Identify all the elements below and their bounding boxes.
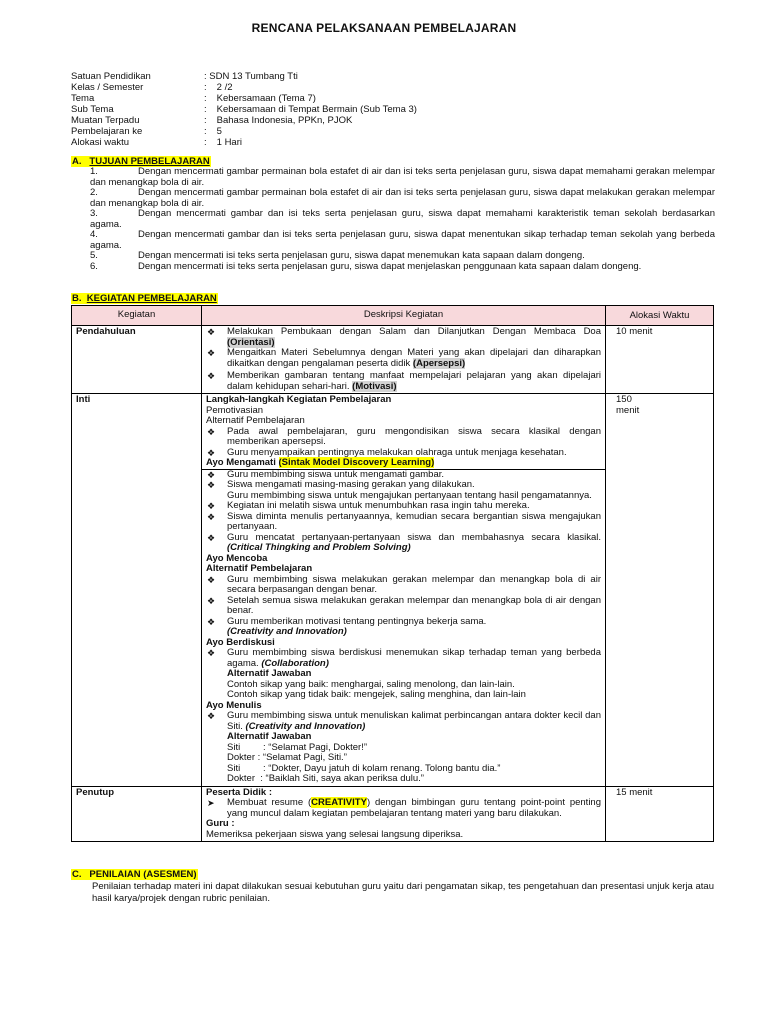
identity-row: Muatan Terpadu : Bahasa Indonesia, PPKn, PJOK [71, 115, 353, 126]
diamond-bullet-icon: ❖ [207, 595, 216, 606]
assessment-paragraph: Penilaian terhadap materi ini dapat dilakukan sesuai kebutuhan guru yaitu dari pengamatan sikap, tes pengetahuan dan presentasi unjuk kerja atau hasil karya/projek dengan rubric penilaian. [92, 881, 714, 904]
phase-time: 150 menit [606, 394, 714, 787]
phase-description: Langkah-langkah Kegiatan Pembelajaran Pemotivasian Alternatif Pembelajaran ❖ Pada awal pembelajaran, guru mengondisikan siswa secara klasikal dengan memberikan apersepsi. ❖ Guru menyampaikan pentingnya melakukan olahraga untuk menjaga kesehatan. Ayo Mengamati (Sintak Model Discovery Learning) ❖ Guru membimbing siswa untuk mengamati gambar. ❖ Siswa mengamati masing-masing gerakan yang dilakukan. Guru membimbing siswa untuk mengajukan pertanyaan tentang hasil pengamatannya. ❖ Kegiatan ini melatih siswa untuk menumbuhkan rasa ingin tahu mereka. ❖ Siswa diminta menulis pertanyaannya, kemudian secara bergantian siswa mengajukan pertanyaan. ❖ Guru mencatat pertanyaan-pertanyaan siswa dan membahasnya secara klasikal. (Critical Thingking and Problem Solving) Ayo Mencoba Alternatif Pembelajaran ❖ Guru membimbing siswa melakukan gerakan melempar dan menangkap bola di air secara berpasangan dengan benar. ❖ Setelah semua siswa melakukan gerakan melempar dan menangkap bola di air dengan benar. ❖ Guru memberikan motivasi tentang pentingnya bekerja sama. (Creativity and Innovation) Ayo Berdiskusi ❖ Guru membimbing siswa berdiskusi menemukan sikap terhadap teman yang berbeda agama. (Collaboration) Alternatif Jawaban Contoh sikap yang baik: menghargai, saling menolong, dan lain-lain. Contoh sikap yang tidak baik: mengejek, saling menghina, dan lain-lain Ayo Menulis ❖ Guru membimbing siswa untuk menuliskan kalimat perbincangan antara dokter kecil dan Siti. (Creativity and Innovation) Alternatif Jawaban Siti : “Selamat Pagi, Dokter!” Dokter : “Selamat Pagi, Siti.” Siti : “Dokter, Dayu jatuh di kolam renang. Tolong bantu dia.” Dokter : “Baiklah Siti, saya akan periksa dulu.” [202, 394, 606, 787]
diamond-bullet-icon: ❖ [207, 574, 216, 585]
list-item: ❖ Pada awal pembelajaran, guru mengondisikan siswa secara klasikal dengan memberikan apersepsi. [207, 425, 601, 447]
objective-item: 2. Dengan mencermati gambar permainan bola estafet di air dan isi teks serta penjelasan guru, siswa dapat melakukan gerakan melempar dan menangkap bola di air. [90, 187, 715, 209]
diamond-bullet-icon: ❖ [207, 616, 216, 627]
phase-description [202, 326, 606, 394]
diamond-bullet-icon: ❖ [207, 348, 216, 358]
objective-item: 5. Dengan mencermati isi teks serta penjelasan guru, siswa dapat menemukan kata sapaan dalam dongeng. [90, 250, 585, 261]
arrow-bullet-icon: ➤ [207, 798, 215, 808]
page-title: RENCANA PELAKSANAAN PEMBELAJARAN [251, 21, 517, 35]
table-header-row [72, 306, 714, 326]
phase-label: Inti [72, 394, 202, 787]
list-item: ❖ Setelah semua siswa melakukan gerakan melempar dan menangkap bola di air dengan benar. [207, 594, 601, 616]
phase-time: 15 menit [606, 786, 714, 842]
objective-item: 1. Dengan mencermati gambar permainan bola estafet di air dan isi teks serta penjelasan guru, siswa dapat memahami gerakan melempar dan menangkap bola di air. [90, 166, 715, 188]
header-deskripsi: Deskripsi Kegiatan [202, 306, 606, 326]
diamond-bullet-icon: ❖ [207, 511, 216, 522]
diamond-bullet-icon: ❖ [207, 426, 216, 437]
phase-description: Peserta Didik : ➤ Membuat resume (CREATIVITY) dengan bimbingan guru tentang point-point penting yang muncul dalam kegiatan pembelajaran tentang materi yang baru dilakukan. Guru : Memeriksa pekerjaan siswa yang selesai langsung diperiksa. [202, 786, 606, 842]
list-item: ❖ Siswa mengamati masing-masing gerakan yang dilakukan. [207, 479, 475, 490]
list-item: ❖ Guru membimbing siswa untuk menuliskan kalimat perbincangan antara dokter kecil dan Siti. (Creativity and Innovation) [207, 710, 601, 732]
identity-row: Alokasi waktu : 1 Hari [71, 137, 242, 148]
identity-row: Sub Tema : Kebersamaan di Tempat Bermain (Sub Tema 3) [71, 104, 417, 115]
diamond-bullet-icon: ❖ [207, 480, 216, 490]
dialog-line: Dokter : “Baiklah Siti, saya akan periksa dulu.” [227, 773, 424, 784]
list-item: ❖ Guru membimbing siswa berdiskusi menemukan sikap terhadap teman yang berbeda agama. (Collaboration) [207, 647, 601, 669]
list-item: ❖ Memberikan gambaran tentang manfaat mempelajari pelajaran yang akan dipelajari dalam kehidupan sehari-hari. (Motivasi) [207, 370, 601, 392]
list-item: ❖ Melakukan Pembukaan dengan Salam dan Dilanjutkan Dengan Membaca Doa (Orientasi) [207, 326, 601, 348]
table-row-penutup [72, 786, 714, 842]
dialog-line: Siti : “Selamat Pagi, Dokter!” [227, 741, 368, 753]
diamond-bullet-icon: ❖ [207, 327, 216, 337]
objective-item: 4. Dengan mencermati gambar dan isi teks serta penjelasan guru, siswa dapat menentukan sikap terhadap teman sekolah yang berbeda agama. [90, 229, 715, 251]
diamond-bullet-icon: ❖ [207, 711, 216, 721]
phase-time: 10 menit [606, 326, 714, 394]
header-alokasi: Alokasi Waktu [606, 306, 714, 326]
objective-item: 3. Dengan mencermati gambar dan isi teks serta penjelasan guru, siswa dapat memahami karakteristik teman sekolah berdasarkan agama. [90, 208, 715, 230]
diamond-bullet-icon: ❖ [207, 532, 216, 543]
diamond-bullet-icon: ❖ [207, 447, 216, 458]
activities-table [71, 305, 714, 842]
diamond-bullet-icon: ❖ [207, 469, 216, 480]
diamond-bullet-icon: ❖ [207, 501, 216, 511]
section-b-heading: B. KEGIATAN PEMBELAJARAN [72, 293, 217, 304]
list-item: ❖ Kegiatan ini melatih siswa untuk menumbuhkan rasa ingin tahu mereka. [207, 500, 530, 511]
phase-label: Pendahuluan [72, 326, 202, 394]
list-item: ❖ Siswa diminta menulis pertanyaannya, kemudian secara bergantian siswa mengajukan pertanyaan. [207, 510, 601, 532]
list-item: ❖ Mengaitkan Materi Sebelumnya dengan Materi yang akan dipelajari dan diharapkan dikaitkan dengan pengalaman peserta didik (Apersepsi) [207, 347, 601, 369]
section-a-heading: A. TUJUAN PEMBELAJARAN [72, 156, 210, 167]
list-item: ❖ Guru membimbing siswa melakukan gerakan melempar dan menangkap bola di air secara berpasangan dengan benar. [207, 573, 601, 595]
identity-row: Tema : Kebersamaan (Tema 7) [71, 93, 316, 104]
list-item: ❖ Guru membimbing siswa untuk mengamati gambar. [207, 468, 445, 480]
dialog-line: Dokter : “Selamat Pagi, Siti.” [227, 752, 347, 763]
objective-item: 6. Dengan mencermati isi teks serta penjelasan guru, siswa dapat menjelaskan penggunaan kata sapaan dalam dongeng. [90, 261, 642, 272]
list-item: ❖ Guru menyampaikan pentingnya melakukan olahraga untuk menjaga kesehatan. [207, 446, 567, 458]
table-row-inti [72, 394, 714, 787]
identity-row: Pembelajaran ke : 5 [71, 126, 222, 137]
list-item: ❖ Guru memberikan motivasi tentang pentingnya bekerja sama. [207, 615, 487, 627]
dialog-line: Siti : “Dokter, Dayu jatuh di kolam renang. Tolong bantu dia.” [227, 762, 501, 774]
identity-row: Kelas / Semester : 2 /2 [71, 82, 233, 93]
section-c-heading: C. PENILAIAN (ASESMEN) [72, 869, 197, 880]
diamond-bullet-icon: ❖ [207, 648, 216, 658]
identity-row: Satuan Pendidikan : SDN 13 Tumbang Tti [71, 71, 298, 82]
header-kegiatan: Kegiatan [72, 306, 202, 326]
diamond-bullet-icon: ❖ [207, 371, 216, 381]
list-item: ➤ Membuat resume (CREATIVITY) dengan bimbingan guru tentang point-point penting yang muncul dalam kegiatan pembelajaran tentang materi yang baru dilakukan. [207, 797, 601, 819]
table-row-pendahuluan [72, 326, 714, 394]
list-item: ❖ Guru mencatat pertanyaan-pertanyaan siswa dan membahasnya secara klasikal. (Critical Thingking and Problem Solving) [207, 531, 601, 553]
phase-label: Penutup [72, 786, 202, 842]
